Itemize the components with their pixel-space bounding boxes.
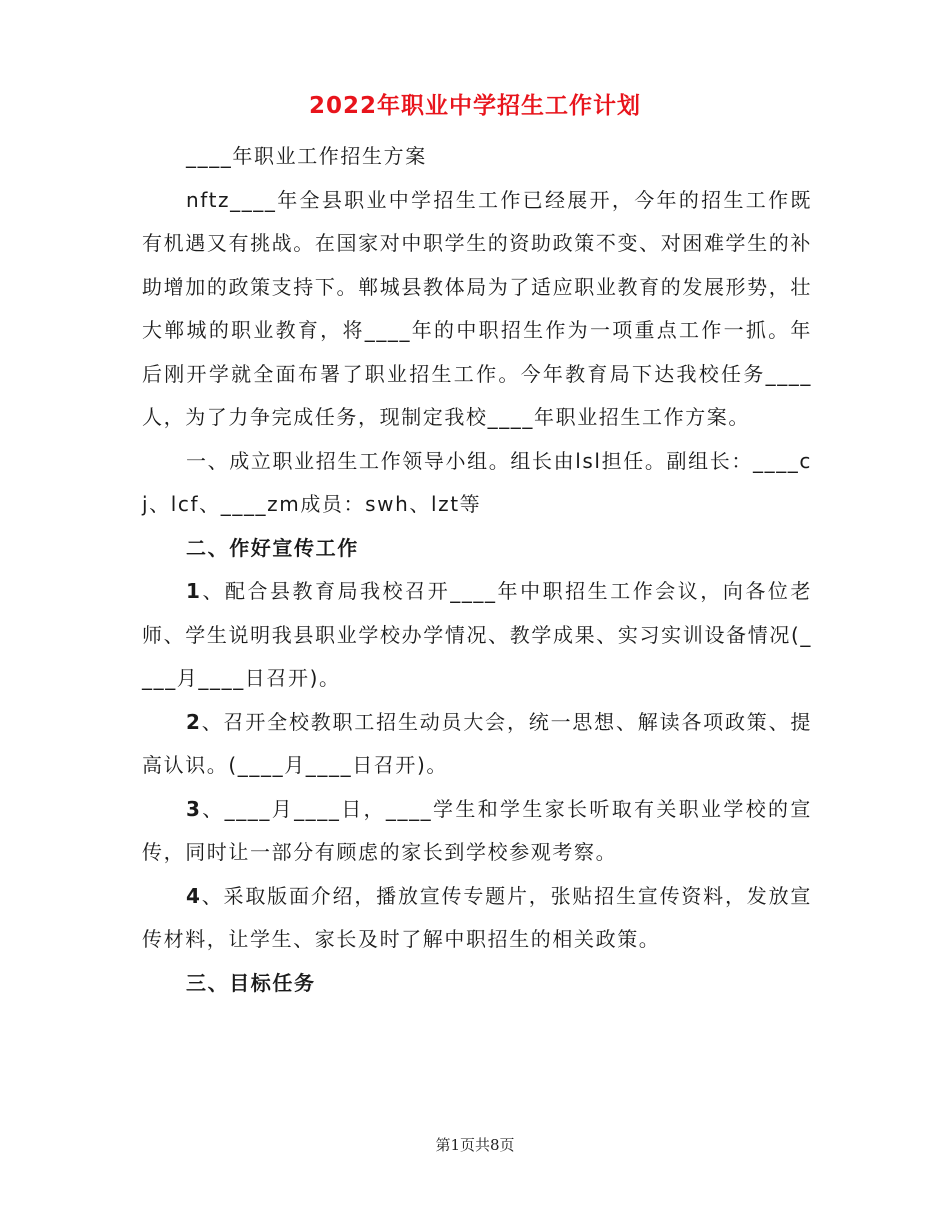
list-item-3	[142, 788, 812, 875]
list-item-2-number: 2	[186, 709, 202, 734]
intro-paragraph: nftz____年全县职业中学招生工作已经展开，今年的招生工作既有机遇又有挑战。在国家对中职学生的资助政策不变、对困难学生的补助增加的政策支持下。郸城县教体局为了适应职业教育的发展形势，壮大郸城的职业教育，将____年的中职招生作为一项重点工作一抓。年后刚开学就全面布署了职业招生工作。今年教育局下达我校任务____人，为了力争完成任务，现制定我校____年职业招生工作方案。	[142, 187, 812, 429]
section-one-paragraph: 一、成立职业招生工作领导小组。组长由lsl担任。副组长：____cj、lcf、____zm成员：swh、lzt等	[142, 448, 812, 516]
subtitle-paragraph: ____年职业工作招生方案	[186, 144, 427, 168]
list-item-3-text: 、____月____日，____学生和学生家长听取有关职业学校的宣传，同时让一部分有顾虑的家长到学校参观考察。	[142, 796, 812, 864]
section-three-heading: 三、目标任务	[186, 970, 316, 995]
list-item-1-number: 1	[186, 579, 202, 603]
list-item-4-text: 、采取版面介绍，播放宣传专题片，张贴招生宣传资料，发放宣传材料，让学生、家长及时了解中职招生的相关政策。	[142, 883, 812, 951]
list-item-1-text: 、配合县教育局我校召开____年中职招生工作会议，向各位老师、学生说明我县职业学校办学情况、教学成果、实习实训设备情况(____月____日召开)。	[142, 579, 812, 690]
list-item-1	[142, 570, 812, 701]
list-item-3-number: 3	[186, 796, 202, 821]
document-body	[142, 135, 812, 1005]
list-item-2-text: 、召开全校教职工招生动员大会，统一思想、解读各项政策、提高认识。(____月____日召开)。	[142, 709, 812, 777]
section-two-heading: 二、作好宣传工作	[186, 535, 359, 560]
list-item-2	[142, 701, 812, 788]
list-item-4	[142, 875, 812, 962]
page-title: 2022年职业中学招生工作计划	[308, 93, 641, 119]
list-item-4-number: 4	[186, 883, 202, 908]
page-footer: 第1页共8页	[435, 1136, 515, 1154]
